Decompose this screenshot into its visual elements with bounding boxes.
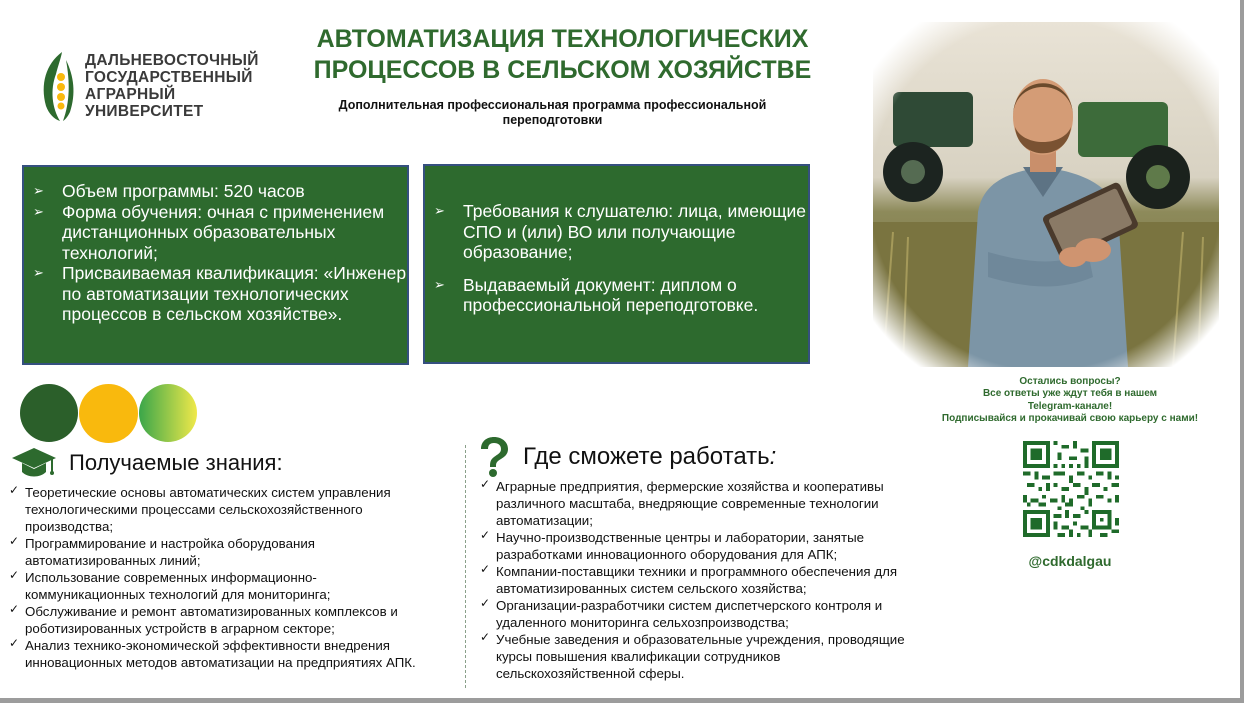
list-item: ✓ Научно-производственные центры и лаборатории, занятые разработками инновационного оборудования для АПК; bbox=[480, 528, 865, 562]
university-logo-icon bbox=[40, 50, 80, 122]
logo-line: УНИВЕРСИТЕТ bbox=[85, 103, 204, 120]
logo-line: ДАЛЬНЕВОСТОЧНЫЙ bbox=[85, 52, 259, 69]
promo-line: Подписывайся и прокачивай свою карьеру с нами! bbox=[941, 412, 1199, 424]
list-item: ✓ Компании-поставщики техники и программного обеспечения для автоматизированных систем сельского хозяйства; bbox=[480, 562, 898, 596]
arrow-bullet-icon: ➢ bbox=[434, 276, 445, 292]
section-divider bbox=[465, 445, 466, 688]
list-item: ✓ Обслуживание и ремонт автоматизированных комплексов и роботизированных устройств в аграрном секторе; bbox=[9, 602, 398, 636]
list-item: ➢ Присваиваемая квалификация: «Инженер по автоматизации технологических процессов в сельском хозяйстве». bbox=[33, 263, 407, 324]
check-bullet-icon: ✓ bbox=[480, 596, 491, 610]
list-item: ✓ Анализ технико-экономической эффективности внедрения инновационных методов автоматизации на предприятиях АПК. bbox=[9, 636, 416, 670]
knowledge-heading: Получаемые знания: bbox=[69, 450, 283, 475]
list-item: ✓ Аграрные предприятия, фермерские хозяйства и кооперативы различного масштаба, внедряющие современные технологии автоматизации; bbox=[480, 477, 884, 528]
list-item: ✓ Программирование и настройка оборудования автоматизированных линий; bbox=[9, 534, 315, 568]
logo-line: ГОСУДАРСТВЕННЫЙ bbox=[85, 69, 253, 86]
farmer-with-tablet-photo bbox=[873, 22, 1219, 367]
decor-circle-yellow bbox=[79, 384, 138, 443]
page-title bbox=[290, 24, 835, 86]
qr-code-icon[interactable] bbox=[1023, 441, 1119, 537]
decor-circle-green bbox=[20, 384, 78, 442]
promo-line: Все ответы уже ждут тебя в нашем bbox=[982, 388, 1158, 400]
telegram-promo bbox=[925, 376, 1215, 425]
list-item: ✓ Учебные заведения и образовательные учреждения, проводящие курсы повышения квалификации сотрудников сельскохозяйственной сферы. bbox=[480, 630, 905, 681]
list-item: ➢ Объем программы: 520 часов bbox=[33, 181, 305, 201]
list-item: ➢ Форма обучения: очная с применением дистанционных образовательных технологий; bbox=[33, 201, 385, 263]
university-name bbox=[85, 52, 259, 120]
work-heading: Где сможете работать: bbox=[523, 443, 777, 470]
graduation-cap-icon bbox=[10, 444, 58, 482]
knowledge-list bbox=[9, 484, 434, 671]
promo-line: Telegram-канале! bbox=[1027, 400, 1113, 412]
check-bullet-icon: ✓ bbox=[9, 602, 20, 616]
check-bullet-icon: ✓ bbox=[480, 528, 491, 542]
title-line-2: ПРОЦЕССОВ В СЕЛЬСКОМ ХОЗЯЙСТВЕ bbox=[313, 56, 812, 84]
list-item: ➢ Требования к слушателю: лица, имеющие СПО и (или) ВО или получающие образование; bbox=[434, 201, 807, 262]
page-subtitle: Дополнительная профессиональная программа профессиональной переподготовки bbox=[338, 98, 767, 127]
arrow-bullet-icon: ➢ bbox=[33, 183, 44, 198]
check-bullet-icon: ✓ bbox=[480, 477, 491, 491]
arrow-bullet-icon: ➢ bbox=[434, 203, 445, 218]
title-line-1: АВТОМАТИЗАЦИЯ ТЕХНОЛОГИЧЕСКИХ bbox=[316, 25, 809, 53]
telegram-handle[interactable]: @cdkdalgau bbox=[1028, 553, 1112, 569]
check-bullet-icon: ✓ bbox=[9, 534, 20, 548]
check-bullet-icon: ✓ bbox=[9, 636, 20, 650]
check-bullet-icon: ✓ bbox=[480, 630, 491, 644]
logo-line: АГРАРНЫЙ bbox=[85, 86, 176, 103]
list-item: ✓ Организации-разработчики систем диспетчерского контроля и удаленного мониторинга сельхозпроизводства; bbox=[480, 596, 883, 630]
program-info-box bbox=[22, 165, 409, 365]
decor-circle-gradient bbox=[139, 384, 197, 442]
list-item: ✓ Теоретические основы автоматических систем управления технологическими процессами сельскохозяйственного производства; bbox=[9, 483, 391, 534]
requirements-box bbox=[423, 164, 810, 364]
list-item: ✓ Использование современных информационно-коммуникационных технологий для мониторинга; bbox=[9, 568, 331, 602]
question-mark-icon bbox=[476, 436, 512, 478]
check-bullet-icon: ✓ bbox=[480, 562, 491, 576]
arrow-bullet-icon: ➢ bbox=[33, 203, 44, 219]
check-bullet-icon: ✓ bbox=[9, 483, 20, 497]
promo-line: Остались вопросы? bbox=[1019, 376, 1121, 387]
list-item: ➢ Выдаваемый документ: диплом о профессиональной переподготовке. bbox=[434, 274, 759, 315]
arrow-bullet-icon: ➢ bbox=[33, 265, 44, 280]
check-bullet-icon: ✓ bbox=[9, 568, 20, 582]
work-list bbox=[480, 478, 920, 682]
